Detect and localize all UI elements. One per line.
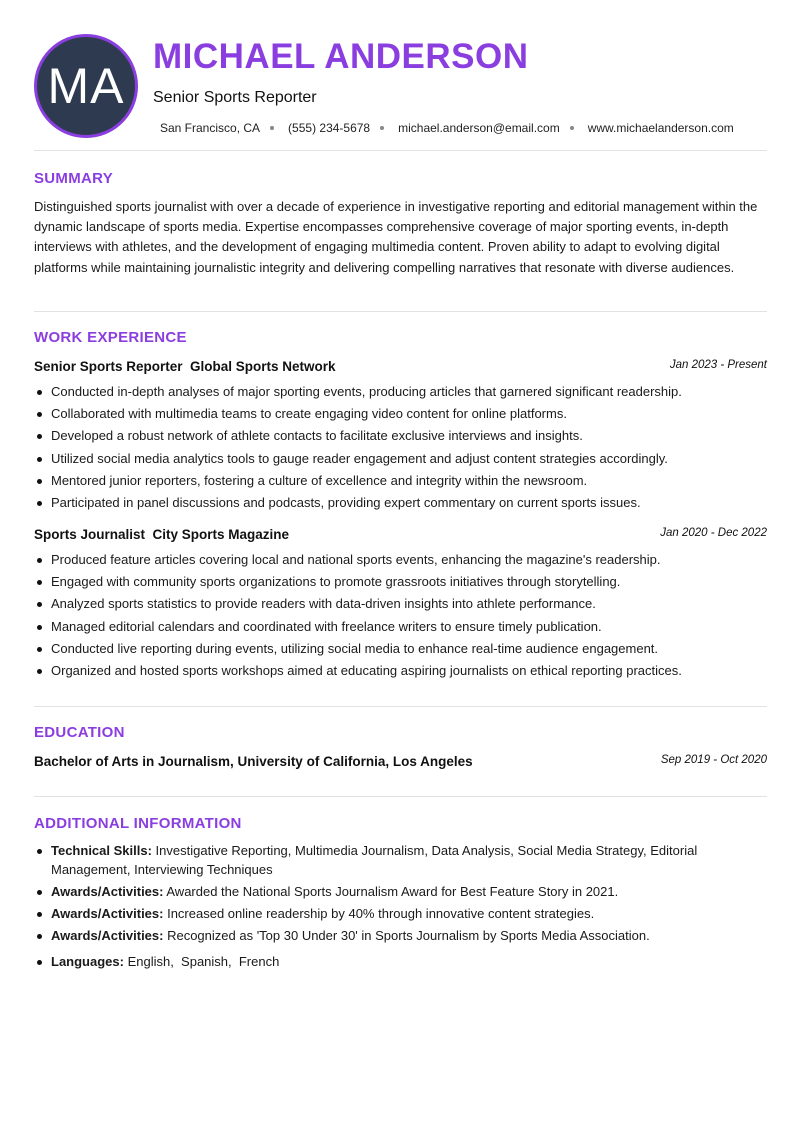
item-label: Awards/Activities: [51,883,164,899]
divider [34,311,767,312]
item-text: Investigative Reporting, Multimedia Journalism, Data Analysis, Social Media Strategy, Editorial Management, Interviewing Techniques [51,843,698,877]
avatar-initials: MA [47,58,125,114]
additional-list [51,842,751,975]
education-entry [34,753,767,771]
item-text: Awarded the National Sports Journalism Award for Best Feature Story in 2021. [163,883,619,899]
list-item: Engaged with community sports organizations to promote grassroots initiatives through storytelling. [51,571,767,593]
item-label: Awards/Activities: [51,928,164,944]
divider [34,796,767,797]
list-item [51,883,751,902]
item-text: Recognized as 'Top 30 Under 30' in Sports Journalism by Sports Media Association. [163,928,650,944]
job-role: Senior Sports Reporter Global Sports Network [34,359,336,374]
item-text: Increased online readership by 40% through innovative content strategies. [163,905,595,921]
list-item: Developed a robust network of athlete contacts to facilitate exclusive interviews and insights. [51,425,767,447]
contact-phone: (555) 234-5678 [288,121,371,135]
job-role: Sports Journalist City Sports Magazine [34,527,290,542]
summary-text: Distinguished sports journalist with over a decade of experience in investigative reporting and editorial management within the dynamic landscape of sports media. Expertise encompasses comprehensive coverage of major sporting events, in-depth interviews with athletes, and the development of engaging multimedia content. Proven ability to adapt to evolving digital platforms while maintaining journalistic integrity and delivering compelling narratives that resonate with diverse audiences. [34,199,758,275]
separator-dot [270,126,274,130]
resume-header [0,0,800,150]
list-item: Collaborated with multimedia teams to create engaging video content for online platforms. [51,403,767,425]
item-label: Languages: [51,953,124,969]
item-label: Technical Skills: [51,843,152,858]
list-item [51,927,751,946]
contact-location: San Francisco, CA [160,121,261,135]
list-item: Managed editorial calendars and coordinated with freelance writers to ensure timely publication. [51,616,767,638]
candidate-title: Senior Sports Reporter [153,89,317,106]
list-item [51,953,751,972]
list-item [51,905,751,924]
list-item [51,842,751,879]
education-degree: Bachelor of Arts in Journalism, University of California, Los Angeles [34,754,473,769]
education-heading: EDUCATION [34,724,125,741]
experience-heading: WORK EXPERIENCE [34,329,187,346]
divider [34,706,767,707]
separator-dot [570,126,574,130]
list-item: Utilized social media analytics tools to gauge reader engagement and adjust content strategies accordingly. [51,448,767,470]
list-item: Produced feature articles covering local and national sports events, enhancing the magazine's readership. [51,549,767,571]
contact-line [160,121,734,135]
additional-heading: ADDITIONAL INFORMATION [34,815,242,832]
job-dates: Jan 2023 - Present [669,359,767,371]
item-label: Awards/Activities: [51,905,164,921]
contact-email[interactable]: michael.anderson@email.com [398,121,560,135]
job-header [34,526,767,544]
job-header [34,358,767,376]
list-item: Mentored junior reporters, fostering a culture of excellence and integrity within the newsroom. [51,470,767,492]
item-text: English, Spanish, French [123,953,280,969]
divider [34,150,767,151]
job-bullets [51,549,767,682]
job-dates: Jan 2020 - Dec 2022 [660,527,767,539]
job-bullets [51,381,767,514]
list-item: Conducted in-depth analyses of major sporting events, producing articles that garnered significant readership. [51,381,767,403]
list-item: Organized and hosted sports workshops aimed at educating aspiring journalists on ethical reporting practices. [51,660,767,682]
avatar [34,34,138,138]
summary-heading: SUMMARY [34,170,114,187]
education-dates: Sep 2019 - Oct 2020 [660,754,767,766]
list-item: Analyzed sports statistics to provide readers with data-driven insights into athlete performance. [51,593,767,615]
list-item: Participated in panel discussions and podcasts, providing expert commentary on current sports issues. [51,492,767,514]
separator-dot [380,126,384,130]
list-item: Conducted live reporting during events, utilizing social media to enhance real-time audience engagement. [51,638,767,660]
contact-website[interactable]: www.michaelanderson.com [587,121,734,135]
candidate-name: MICHAEL ANDERSON [153,37,529,76]
